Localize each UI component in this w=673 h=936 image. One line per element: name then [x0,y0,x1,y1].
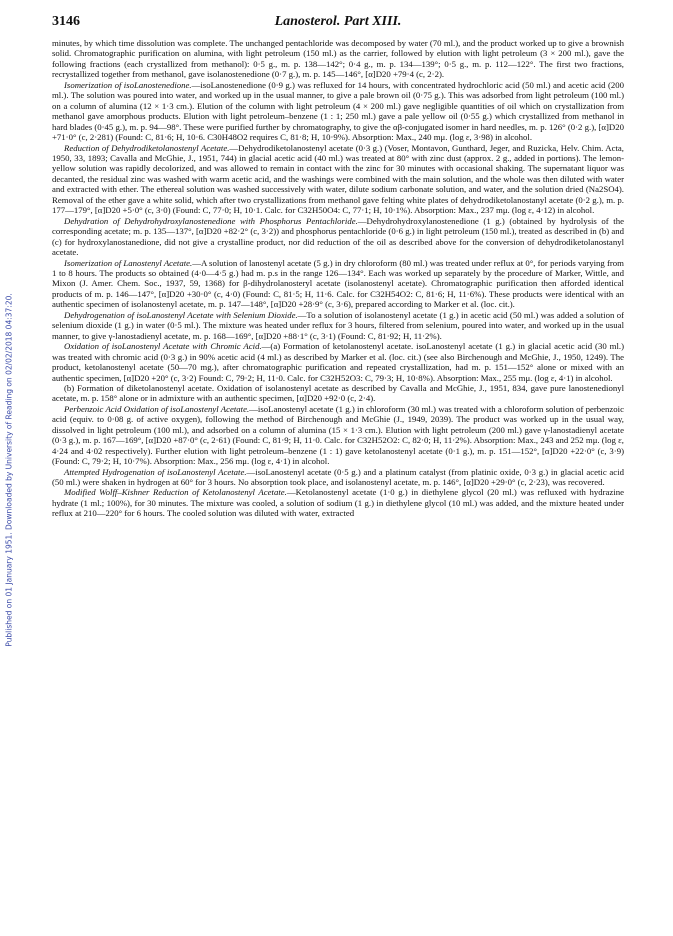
paragraph-title: Isomerization of Lanostenyl Acetate. [64,257,193,268]
paragraph-text: —(a) Formation of ketolanostenyl acetate. isoLanostenyl acetate (1 g.) in glacial acetic acid (30 ml.) was treated with chromic acid (0·3 g.) in 90% acetic acid (4 ml.) as described by Marker et al. (loc. cit.) (see also Birchenough and McGhie, J., 1950, 1249). The product, ketolanostenyl acetate (50—70 mg.), after chromatographic purification and repeated crystallization, had m. p. 151—152° alone or mixed with an authentic specimen, [α]D20 +20° (c, 3·2) Found: C, 79·2; H, 11·0. Calc. for C32H52O3: C, 79·3; H, 10·8%). Absorption: Max., 255 mμ. (log ε, 4·1) in alcohol. [52,341,624,383]
paragraph [52,404,624,467]
paragraph-text: —isoLanostenyl acetate (1 g.) in chloroform (30 ml.) was treated with a chloroform solution of perbenzoic acid (equiv. to 0·08 g. of active oxygen), following the method of Birchenough and McGhie (J., 1949, 2039). The product was worked up in the usual way, dissolved in light petroleum (100 ml.), and adsorbed on a column of alumina (15 × 1·3 cm.). Elution with light petroleum (200 ml.) gave γ-lanostadienyl acetate (0·3 g.), m. p. 167—169°, [α]D20 +87·0° (c, 2·61) (Found: C, 81·9; H, 11·0. Calc. for C32H52O2: C, 82·0; H, 11·2%). Absorption: Max., 243 and 252 mμ. (log ε, 4·24 and 4·02 respectively). Further elution with light petroleum–benzene (1 : 1) gave ketolanostenyl acetate (0·1 g.), m. p. 151—152°, [α]D20 +22·0° (c, 3·9) (Found: C, 79·2; H, 10·7%). Absorption: Max., 256 mμ. (log ε, 4·1) in alcohol. [52,403,624,467]
paragraph [52,216,624,258]
page-number: 3146 [52,14,80,29]
paragraph-text: —A solution of lanostenyl acetate (5 g.) in dry chloroform (80 ml.) was treated under reflux at 0°, for periods varying from 1 to 8 hours. The products so obtained (4·0—4·5 g.) had m. p.s in the range 126—134°. Each was worked up separately by the procedure of Marker, Wittle, and Mixon (J. Amer. Chem. Soc., 1937, 59, 1368) for β-dihydrolanosteryl acetate (isolanostenyl acetate). Chromatographic purification then afforded identical products of m. p. 146—147°, [α]D20 +30·0° (c, 4·0) (Found: C, 81·5; H, 11·6. Calc. for C32H54O2: C, 81·6; H, 11·6%). These products were identical with an authentic specimen of isolanostenyl acetate, m. p. 147—148°, [α]D20 +28·9° (c, 3·6), prepared according to Marker et al. (loc. cit.). [52,257,624,310]
paragraph-title: Reduction of Dehydrodiketolanostenyl Acetate. [64,142,230,153]
paragraph-text: —isoLanostenyl acetate (0·5 g.) and a platinum catalyst (from platinic oxide, 0·3 g.) in glacial acetic acid (50 ml.) were shaken in hydrogen at 60° for 3 hours. No absorption took place, and isolanostenyl acetate, m. p. 146°, [α]D20 +29·0° (c, 2·23), was recovered. [52,466,624,488]
paragraph-text: —Dehydrodiketolanostenyl acetate (0·3 g.) (Voser, Montavon, Gunthard, Jeger, and Ruzicka, Helv. Chim. Acta, 1950, 33, 1893; Cavalla and McGhie, J., 1951, 744) in glacial acetic acid (40 ml.) was treated at 80° with zinc dust (approx. 2 g., added in portions). The lemon-yellow solution was rapidly decolorized, and was allowed to remain in contact with the zinc for 30 minutes with occasional shaking. The supernatant liquor was decanted, the residual zinc was washed with warm acetic acid, and the washings were combined with the main solution, and the whole was then diluted with water and extracted with ether. The ethereal solution was washed successively with water, dilute sodium carbonate solution, and water, and the solution dried (Na2SO4). Removal of the ether gave a white solid, which after two crystallizations from methanol gave felting white plates of dehydrodiketolanostanyl acetate (0·2 g.), m. p. 177—179°, [α]D20 +5·0° (c, 3·0) (Found: C, 77·0; H, 10·1. Calc. for C32H50O4: C, 77·1; H, 10·1%). Absorption: Max., 237 mμ. (log ε, 4·12) in alcohol. [52,142,624,216]
paragraph-text: —isoLanostenedione (0·9 g.) was refluxed for 14 hours, with concentrated hydrochloric acid (50 ml.) and acetic acid (200 ml.). The solution was poured into water, and worked up in the usual manner, to give a pale brown oil (0·75 g.). This was adsorbed from light petroleum (100 ml.) on a column of alumina (12 × 1·3 cm.). Elution of the column with light petroleum (4 × 200 ml.) gave negligible quantities of oil which on crystallization from methanol gave amorphous products. Elution with light petroleum–benzene (1 : 1; 250 ml.) gave a pale yellow oil (0·55 g.) which crystallized from methanol in hard blades (0·45 g.), m. p. 94—98°. These were purified further by chromatography, to give the αβ-conjugated isomer in hard needles, m. p. 126° (0·2 g.), [α]D20 +71·0° (c, 2·281) (Found: C, 81·6; H, 10·6. C30H48O2 requires C, 81·8; H, 10·9%). Absorption: Max., 240 mμ. (log ε, 3·98) in alcohol. [52,79,624,143]
publication-notice-link[interactable]: Published on 01 January 1951. Downloaded by University of Reading on 02/02/2018 04:37:20. [4,293,14,647]
paragraph [52,258,624,310]
publication-side-note [2,150,16,790]
paragraph [52,341,624,383]
paragraph-title: Attempted Hydrogenation of isoLanostenyl Acetate. [64,466,247,477]
paragraph [52,467,624,488]
paragraph [52,143,624,216]
paragraph [52,383,624,404]
article-body [52,38,624,918]
paragraph [52,80,624,143]
running-title: Lanosterol. Part XIII. [274,14,402,29]
paragraph-title: Dehydrogenation of isoLanostenyl Acetate with Selenium Dioxide. [64,309,298,320]
paragraph-text: —Ketolanostenyl acetate (1·0 g.) in diethylene glycol (20 ml.) was refluxed with hydrazine hydrate (1 ml.; 100%), for 30 minutes. The mixture was cooled, a solution of sodium (1 g.) in diethylene glycol (10 ml.) was added, and the mixture heated under reflux at 210—220° for 6 hours. The cooled solution was diluted with water, extracted [52,487,624,519]
page-header [52,14,624,34]
paragraph-title: Oxidation of isoLanostenyl Acetate with Chromic Acid. [64,341,262,352]
paragraph-title: Perbenzoic Acid Oxidation of isoLanostenyl Acetate. [64,403,250,414]
paragraph [52,487,624,518]
paragraph-title: Modified Wolff–Kishner Reduction of Ketolanostenyl Acetate. [64,487,287,498]
paragraph-title: Isomerization of isoLanostenedione. [64,79,192,90]
paragraph-text: (b) Formation of diketolanostenyl acetate. Oxidation of isolanostenyl acetate as described by Cavalla and McGhie, J., 1951, 834, gave pure lanostenedionyl acetate, m. p. 158° alone or in admixture with an authentic specimen, [α]D20 +92·0 (c, 2·4). [52,382,624,404]
paragraph-title: Dehydration of Dehydrohydroxylanostenedione with Phosphorus Pentachloride. [64,215,358,226]
paragraph-text: —To a solution of isolanostenyl acetate (1 g.) in acetic acid (50 ml.) was added a solution of selenium dioxide (1 g.) in water (0·5 ml.). The mixture was heated under reflux for 3 hours, filtered from selenium, poured into water, and worked up in the usual manner, to give γ-lanostadienyl acetate, m. p. 168—169°, [α]D20 +88·1° (c, 3·1) (Found: C, 81·92; H, 11·2%). [52,309,624,341]
paragraph [52,38,624,80]
paragraph-text: —Dehydrohydroxylanostenedione (1 g.) (obtained by hydrolysis of the corresponding acetate; m. p. 135—137°, [α]D20 +82·2° (c, 3·2)) and phosphorus pentachloride (0·6 g.) in light petroleum (150 ml.), treated as described in (b) and (c) for hydroxylanostanedione, did not give a crystalline product, nor did reduction of the oil as described above for the conversion of dehydrodiketolanostanyl acetate. [52,215,624,258]
paragraph [52,310,624,341]
paragraph-text: minutes, by which time dissolution was complete. The unchanged pentachloride was decomposed by water (70 ml.), and the product worked up to give a brownish solid. Chromatographic purification on alumina, with light petroleum (150 ml.) as the carrier, followed by elution with light petroleum (3 × 200 ml.), gave the following fractions (each crystallized from methanol): 0·5 g., m. p. 138—142°; 0·4 g., m. p. 134—139°; 0·5 g., m. p. 112—122°. The first two fractions, recrystallized together from methanol, gave isolanostenedione (0·7 g.), m. p. 145—146°, [α]D20 +79·4 (c, 2·2). [52,38,624,80]
